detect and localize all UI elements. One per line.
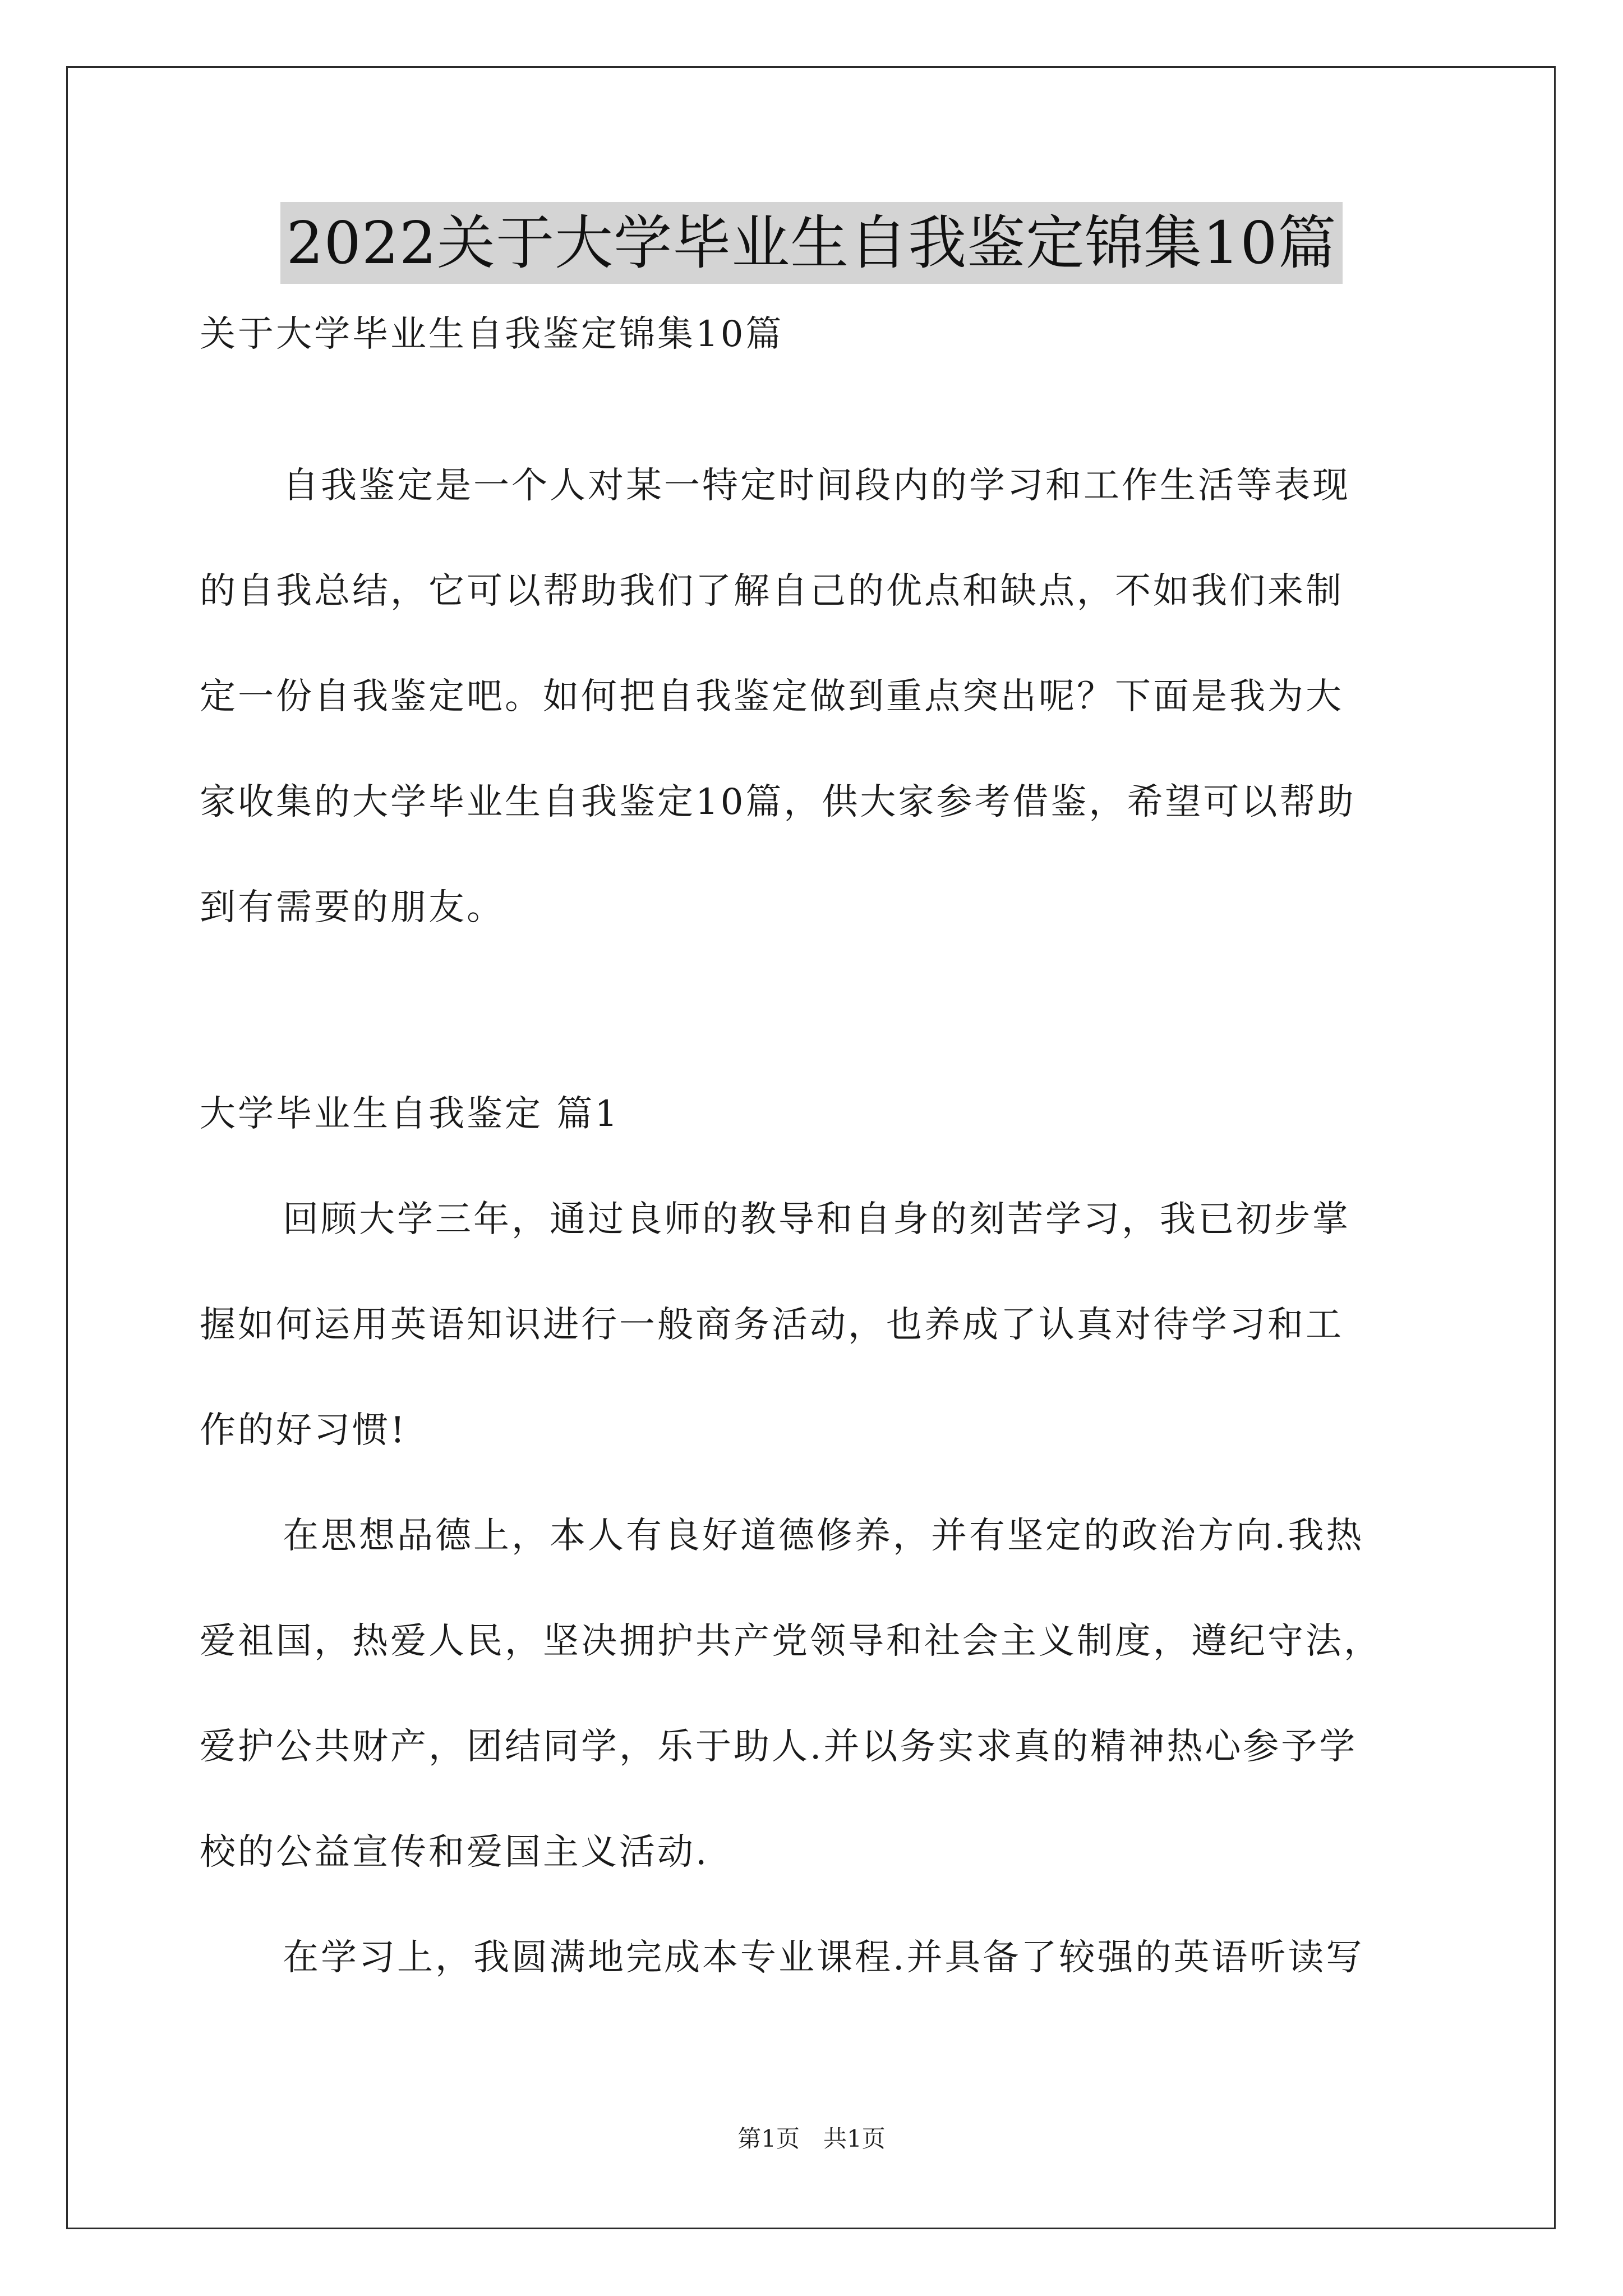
intro-paragraph-line: 自我鉴定是一个人对某一特定时间段内的学习和工作生活等表现 [283,465,1350,507]
page-border [66,66,1556,2229]
paragraph-line: 爱护公共财产，团结同学，乐于助人.并以务实求真的精神热心参予学 [200,1726,1358,1768]
paragraph-line: 在学习上，我圆满地完成本专业课程.并具备了较强的英语听读写 [283,1937,1364,1978]
intro-paragraph-line: 定一份自我鉴定吧。如何把自我鉴定做到重点突出呢？下面是我为大 [200,676,1344,717]
paragraph-line: 爱祖国，热爱人民，坚决拥护共产党领导和社会主义制度，遵纪守法， [200,1621,1382,1662]
paragraph-line: 握如何运用英语知识进行一般商务活动，也养成了认真对待学习和工 [200,1304,1344,1346]
intro-paragraph-line: 到有需要的朋友。 [200,887,505,928]
page-footer: 第1页 共1页 [737,2125,886,2152]
paragraph-line: 在思想品德上，本人有良好道德修养，并有坚定的政治方向.我热 [283,1515,1364,1557]
paragraph-line: 回顾大学三年，通过良师的教导和自身的刻苦学习，我已初步掌 [283,1199,1350,1240]
document-title: 2022关于大学毕业生自我鉴定锦集10篇 [280,202,1342,284]
intro-paragraph-line: 的自我总结，它可以帮助我们了解自己的优点和缺点，不如我们来制 [200,570,1344,612]
subtitle-line: 关于大学毕业生自我鉴定锦集10篇 [200,314,784,355]
paragraph-line: 作的好习惯! [200,1410,407,1451]
section-heading: 大学毕业生自我鉴定 篇1 [200,1093,620,1135]
title-area [0,202,1623,284]
paragraph-line: 校的公益宣传和爱国主义活动. [200,1832,709,1873]
intro-paragraph-line: 家收集的大学毕业生自我鉴定10篇，供大家参考借鉴，希望可以帮助 [200,781,1356,823]
